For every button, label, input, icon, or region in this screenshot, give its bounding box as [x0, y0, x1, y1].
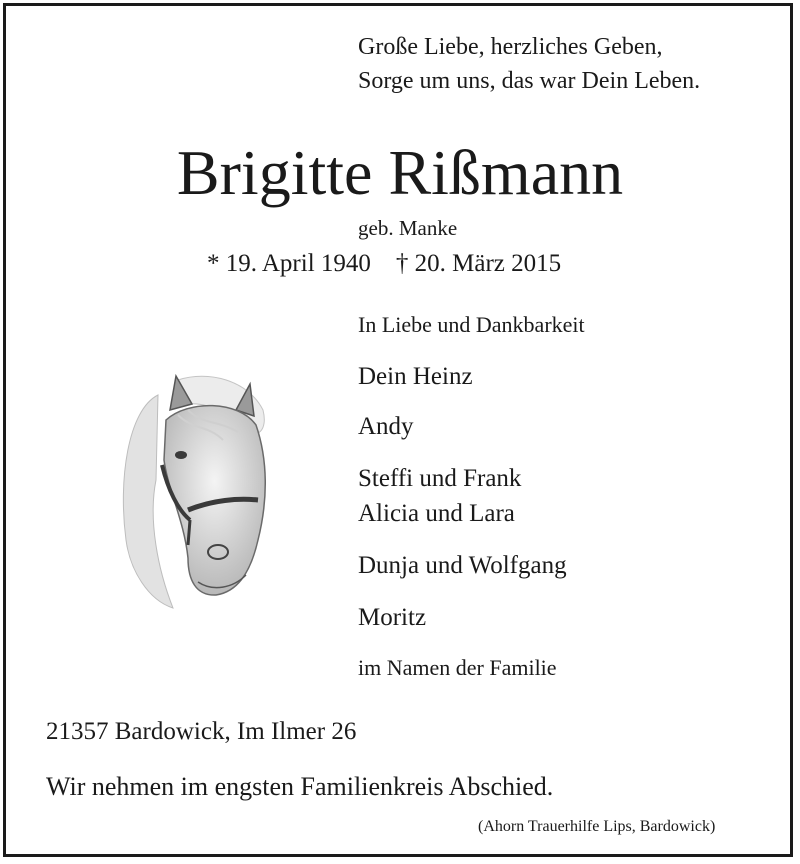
horse-head-icon	[118, 370, 283, 610]
motto-line-2: Sorge um uns, das war Dein Leben.	[358, 68, 701, 94]
mourner-name: Moritz	[358, 604, 427, 631]
mourner-name: Dein Heinz	[358, 363, 473, 390]
life-dates: * 19. April 1940 † 20. März 2015	[207, 250, 562, 277]
motto-line-1: Große Liebe, herzliches Geben,	[358, 34, 663, 60]
mourner-name: Steffi und Frank	[358, 465, 522, 492]
mourner-name: Alicia und Lara	[358, 500, 515, 527]
mourner-name: Andy	[358, 413, 414, 440]
undertaker-credit: (Ahorn Trauerhilfe Lips, Bardowick)	[478, 818, 716, 835]
mourners-closing: im Namen der Familie	[358, 655, 557, 680]
maiden-name: geb. Manke	[358, 216, 458, 240]
mourners-intro: In Liebe und Dankbarkeit	[358, 312, 585, 337]
farewell-text: Wir nehmen im engsten Familienkreis Abschied.	[46, 772, 554, 801]
address: 21357 Bardowick, Im Ilmer 26	[46, 718, 357, 745]
mourner-name: Dunja und Wolfgang	[358, 552, 567, 579]
deceased-name: Brigitte Rißmann	[176, 137, 624, 208]
